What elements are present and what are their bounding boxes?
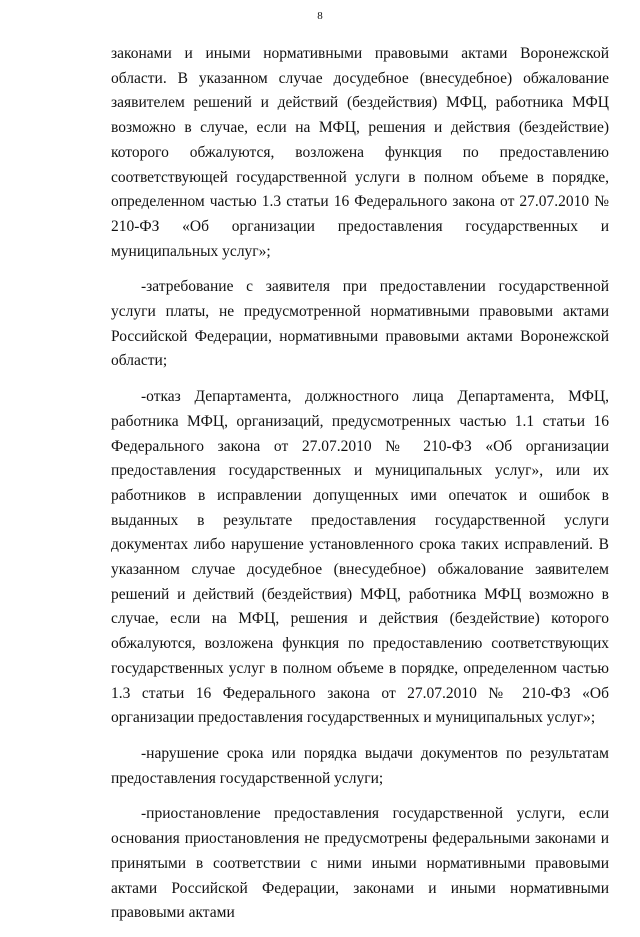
paragraph-suspension: -приостановление предоставления государственной услуги, если основания приостановления не предусмотрены федеральными законами и принятыми в соответствии с ними иными нормативными правовыми актами Российской Федерации, законами и иными нормативными правовыми актами (111, 805, 609, 922)
paragraph-refusal-corrections: -отказ Департамента, должностного лица Департамента, МФЦ, работника МФЦ, организаций, предусмотренных частью 1.1 статьи 16 Федерального закона от 27.07.2010 № 210-ФЗ «Об организации предоставления государственных и муниципальных услуг», или их работников в исправлении допущенных ими опечаток и ошибок в выданных в результате предоставления государственной услуги документах либо нарушение установленного срока таких исправлений. В указанном случае досудебное (внесудебное) обжалование заявителем решений и действий (бездействия) МФЦ, работника МФЦ возможно в случае, если на МФЦ, решения и действия (бездействие) которого обжалуются, возложена функция по предоставлению соответствующих государственных услуг в полном объеме в порядке, определенном частью 1.3 статьи 16 Федерального закона от 27.07.2010 № 210-ФЗ «Об организации предоставления государственных и муниципальных услуг»; (111, 388, 609, 727)
page-number: 8 (317, 10, 323, 22)
paragraph-continuation: законами и иными нормативными правовыми актами Воронежской области. В указанном случае досудебное (внесудебное) обжалование заявителем решений и действий (бездействия) МФЦ, работника МФЦ возможно в случае, если на МФЦ, решения и действия (бездействие) которого обжалуются, возложена функция по предоставлению соответствующей государственной услуги в полном объеме в порядке, определенном частью 1.3 статьи 16 Федерального закона от 27.07.2010 № 210-ФЗ «Об организации предоставления государственных и муниципальных услуг»; (111, 45, 609, 260)
document-body (111, 42, 609, 937)
paragraph-delivery-violation: -нарушение срока или порядка выдачи документов по результатам предоставления государственной услуги; (111, 744, 609, 787)
paragraph-fee-demand: -затребование с заявителя при предоставлении государственной услуги платы, не предусмотренной нормативными правовыми актами Российской Федерации, нормативными правовыми актами Воронежской области; (111, 278, 609, 370)
